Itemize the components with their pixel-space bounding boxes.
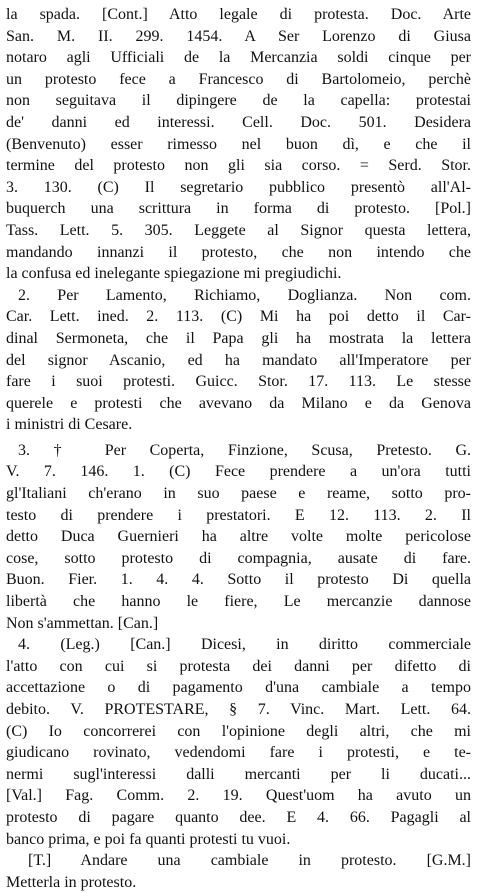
text-line: Car. Lett. ined. 2. 113. (C) Mi ha poi detto il Car-: [6, 308, 471, 326]
sense-heading-line: 4. (Leg.) [Can.] Dicesi, in diritto commerciale: [18, 636, 471, 654]
text-line: (C) Io concorrerei con l'opinione degli altri, che mi: [6, 722, 471, 740]
text-line: Tass. Lett. 5. 305. Leggete al Signor questa lettera,: [6, 221, 471, 239]
text-line: testo di prendere i prestatori. E 12. 113. 2. Il: [6, 506, 471, 524]
text-line: detto Duca Guernieri ha altre volte molte pericolose: [6, 528, 471, 546]
text-line: notaro agli Ufficiali de la Mercanzia soldi cinque per: [6, 49, 471, 67]
text-line: San. M. II. 299. 1454. A Ser Lorenzo di Giusa: [6, 27, 471, 45]
sense-heading-line: 3. † Per Coperta, Finzione, Scusa, Pretesto. G.: [18, 441, 471, 459]
text-line: la confusa ed inelegante spiegazione mi pregiudichi.: [6, 265, 342, 283]
text-line: fare i suoi protesti. Guicc. Stor. 17. 113. Le stesse: [6, 373, 471, 391]
text-line: V. 7. 146. 1. (C) Fece prendere a un'ora tutti: [6, 463, 471, 481]
paragraph-sense-t: [6, 850, 471, 893]
paragraph-sense-4: [6, 634, 471, 850]
text-line: nermi sugl'interessi dalli mercanti per li ducati...: [6, 765, 471, 783]
paragraph-sense-3: [6, 440, 471, 634]
text-line: accettazione o di pagamento d'una cambiale a tempo: [6, 679, 471, 697]
paragraph-sense-2: [6, 285, 471, 436]
text-line: banco prima, e poi fa quanti protesti tu vuoi.: [6, 830, 291, 848]
text-line: giudicano rovinato, vedendomi fare i protesti, e te-: [6, 744, 471, 762]
text-line: cose, sotto protesto di compagnia, ausate di fare.: [6, 549, 471, 567]
text-line: libertà che hanno le fiere, Le mercanzie dannose: [6, 593, 471, 611]
text-line: i ministri di Cesare.: [6, 416, 133, 434]
text-line: debito. V. PROTESTARE, § 7. Vinc. Mart. Lett. 64.: [6, 701, 471, 718]
text-line: [Val.] Fag. Comm. 2. 19. Quest'uom ha avuto un: [6, 787, 471, 805]
text-line: protesto di pagare quanto dee. E 4. 66. Pagagli al: [6, 808, 471, 826]
paragraph-entry-continued: [6, 4, 471, 285]
sense-heading-line: 2. Per Lamento, Richiamo, Doglianza. Non com.: [18, 286, 471, 304]
text-line: dinal Sermoneta, che il Papa gli ha mostrata la lettera: [6, 329, 471, 347]
sense-heading-line: [T.] Andare una cambiale in protesto. [G.M.]: [28, 852, 471, 870]
text-line: la spada. [Cont.] Atto legale di protesta. Doc. Arte: [6, 6, 471, 23]
text-line: buquerch una scrittura in forma di protesto. [Pol.]: [6, 200, 471, 218]
text-line: Non s'ammettan. [Can.]: [6, 614, 159, 632]
text-line: 3. 130. (C) Il segretario pubblico presentò all'Al-: [6, 178, 471, 196]
text-line: termine del protesto non gli sia corso. = Serd. Stor.: [6, 157, 471, 175]
text-line: (Benvenuto) esser rimesso nel buon dì, e che il: [6, 135, 471, 153]
text-line: l'atto con cui si protesta dei danni per difetto di: [6, 657, 471, 675]
text-line: un protesto fece a Francesco di Bartolomeio, perchè: [6, 70, 471, 88]
text-line: Metterla in protesto.: [6, 873, 137, 891]
text-line: gl'Italiani ch'erano in suo paese e reame, sotto pro-: [6, 485, 471, 503]
text-line: Buon. Fier. 1. 4. 4. Sotto il protesto Di quella: [6, 571, 471, 589]
text-line: mandando innanzi il protesto, che non intendo che: [6, 243, 471, 261]
text-line: de' danni ed interessi. Cell. Doc. 501. Desidera: [6, 113, 471, 131]
text-line: del signor Ascanio, ed ha mandato all'Imperatore per: [6, 351, 471, 369]
text-line: non seguitava il dipingere de la capella: protestai: [6, 92, 471, 110]
text-line: querele e protesti che avevano da Milano e da Genova: [6, 394, 471, 412]
